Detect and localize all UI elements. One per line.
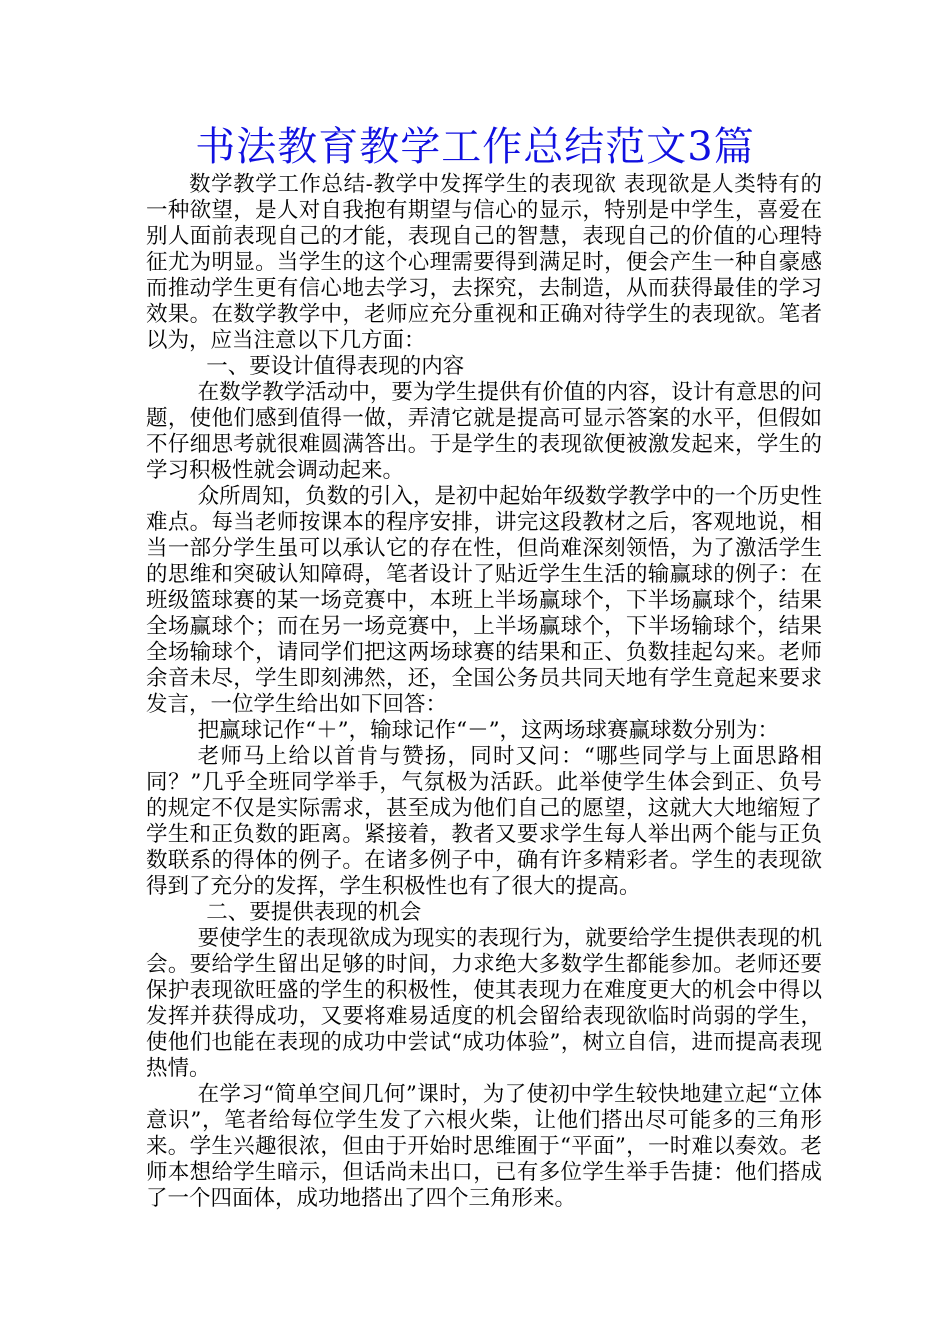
paragraph: 要使学生的表现欲成为现实的表现行为，就要给学生提供表现的机会。要给学生留出足够的时间，力求绝大多数学生都能参加。老师还要保护表现欲旺盛的学生的积极性，使其表现力在难度更大的机会中得以发挥并获得成功，又要将难易适度的机会留给表现欲临时尚弱的学生，使他们也能在表现的成功中尝试“成功体验”，树立自信，进而提高表现热情。 bbox=[146, 926, 822, 1081]
document-body bbox=[146, 172, 822, 1212]
section-heading-2: 二、要提供表现的机会 bbox=[206, 900, 422, 925]
paragraph: 在学习“简单空间几何”课时，为了使初中学生较快地建立起“立体意识”，笔者给每位学生发了六根火柴，让他们搭出尽可能多的三角形来。学生兴趣很浓，但由于开始时思维囿于“平面”，一时难以奏效。老师本想给学生暗示，但话尚未出口，已有多位学生举手告捷：他们搭成了一个四面体，成功地搭出了四个三角形来。 bbox=[146, 1082, 822, 1211]
paragraph: 老师马上给以首肯与赞扬，同时又问：“哪些同学与上面思路相同？”几乎全班同学举手，气氛极为活跃。此举使学生体会到正、负号的规定不仅是实际需求，甚至成为他们自己的愿望，这就大大地缩短了学生和正负数的距离。紧接着，教者又要求学生每人举出两个能与正负数联系的得体的例子。在诸多例子中，确有许多精彩者。学生的表现欲得到了充分的发挥，学生积极性也有了很大的提高。 bbox=[146, 744, 822, 899]
paragraph: 众所周知，负数的引入，是初中起始年级数学教学中的一个历史性难点。每当老师按课本的程序安排，讲完这段教材之后，客观地说，相当一部分学生虽可以承认它的存在性，但尚难深刻领悟，为了激活学生的思维和突破认知障碍，笔者设计了贴近学生生活的输赢球的例子：在班级篮球赛的某一场竞赛中，本班上半场赢球个，下半场赢球个，结果全场赢球个；而在另一场竞赛中，上半场赢球个，下半场输球个，结果全场输球个，请同学们把这两场球赛的结果和正、负数挂起勾来。老师余音未尽，学生即刻沸然，还，全国公务员共同天地有学生竟起来要求发言，一位学生给出如下回答： bbox=[146, 484, 822, 717]
paragraph: 把赢球记作“＋”，输球记作“－”，这两场球赛赢球数分别为： bbox=[197, 718, 780, 743]
paragraph: 在数学教学活动中，要为学生提供有价值的内容，设计有意思的问题，使他们感到值得一做，弄清它就是提高可显示答案的水平，但假如不仔细思考就很难圆满答出。于是学生的表现欲便被激发起来，学生的学习积极性就会调动起来。 bbox=[146, 380, 822, 483]
document-title: 书法教育教学工作总结范文3篇 bbox=[195, 124, 755, 170]
paragraph-intro: 数学教学工作总结-教学中发挥学生的表现欲 表现欲是人类特有的一种欲望，是人对自我抱有期望与信心的显示，特别是中学生，喜爱在别人面前表现自己的才能，表现自己的智慧，表现自己的价值的心理特征尤为明显。当学生的这个心理需要得到满足时，便会产生一种自豪感而推动学生更有信心地去学习，去探究，去制造，从而获得最佳的学习效果。在数学教学中，老师应充分重视和正确对待学生的表现欲。笔者以为，应当注意以下几方面： bbox=[146, 172, 822, 353]
section-heading-1: 一、要设计值得表现的内容 bbox=[206, 354, 465, 379]
